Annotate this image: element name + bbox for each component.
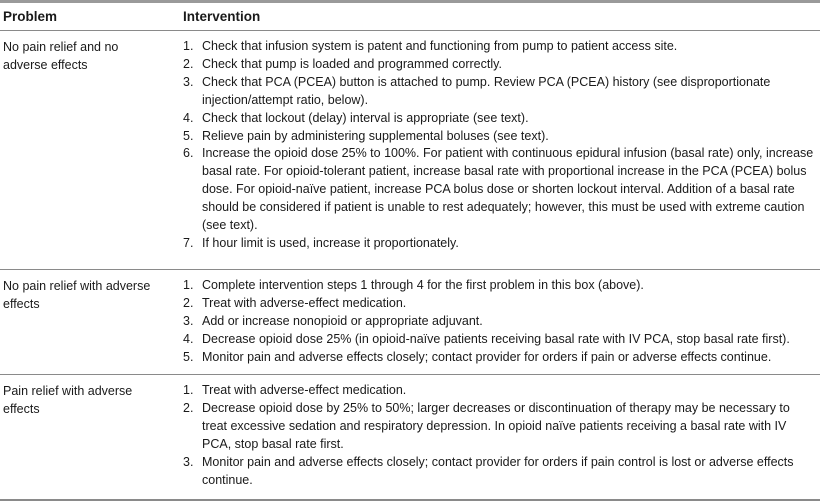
row-intervention-list: [183, 38, 815, 253]
intervention-step: 1. Treat with adverse-effect medication.: [183, 383, 407, 397]
header-divider: [0, 30, 820, 31]
table-bottom-rule: [0, 499, 820, 501]
intervention-step: 4. Decrease opioid dose 25% (in opioid-naïve patients receiving basal rate with IV PCA, stop basal rate first).: [183, 331, 790, 346]
table-top-rule: [0, 0, 820, 3]
intervention-step: 2. Treat with adverse-effect medication.: [183, 295, 407, 310]
intervention-step: 3. Add or increase nonopioid or appropriate adjuvant.: [183, 313, 483, 328]
intervention-step: 1. Complete intervention steps 1 through 4 for the first problem in this box (above).: [183, 278, 644, 292]
row-intervention-list: [183, 382, 815, 489]
intervention-step: 5. Relieve pain by administering supplemental boluses (see text).: [183, 128, 549, 143]
intervention-step: 6. Increase the opioid dose 25% to 100%. For patient with continuous epidural infusion (basal rate) only, increase basal rate. For opioid-tolerant patient, increase basal rate with proportional increase in the PCA (PCEA) bolus dose. For opioid-naïve patient, increase PCA bolus dose or shorten lockout interval. Addition of a basal rate should be considered if patient is unable to rest adequately; however, this must be used with extreme caution (see text).: [183, 146, 814, 233]
intervention-step: 1. Check that infusion system is patent and functioning from pump to patient access site.: [183, 39, 678, 53]
row-problem: No pain relief and no adverse effects: [3, 40, 119, 73]
intervention-step: 4. Check that lockout (delay) interval is appropriate (see text).: [183, 110, 529, 125]
intervention-step: 5. Monitor pain and adverse effects closely; contact provider for orders if pain or adverse effects continue.: [183, 349, 772, 364]
row-divider: [0, 269, 820, 270]
row-divider: [0, 374, 820, 375]
row-intervention-list: [183, 277, 815, 367]
intervention-step: 3. Monitor pain and adverse effects closely; contact provider for orders if pain control is lost or adverse effects continue.: [183, 454, 794, 487]
row-problem: No pain relief with adverse effects: [3, 279, 151, 312]
intervention-step: 7. If hour limit is used, increase it proportionately.: [183, 235, 459, 250]
intervention-step: 2. Check that pump is loaded and programmed correctly.: [183, 56, 502, 71]
intervention-column-header: Intervention: [183, 9, 261, 24]
intervention-step: 2. Decrease opioid dose by 25% to 50%; larger decreases or discontinuation of therapy may be necessary to treat excessive sedation and respiratory depression. In opioid naïve patients receiving a basal rate with IV PCA, stop basal rate first.: [183, 400, 790, 451]
row-problem: Pain relief with adverse effects: [3, 384, 133, 417]
intervention-step: 3. Check that PCA (PCEA) button is attached to pump. Review PCA (PCEA) history (see disproportionate injection/attempt ratio, below).: [183, 74, 771, 107]
problem-column-header: Problem: [3, 9, 58, 24]
